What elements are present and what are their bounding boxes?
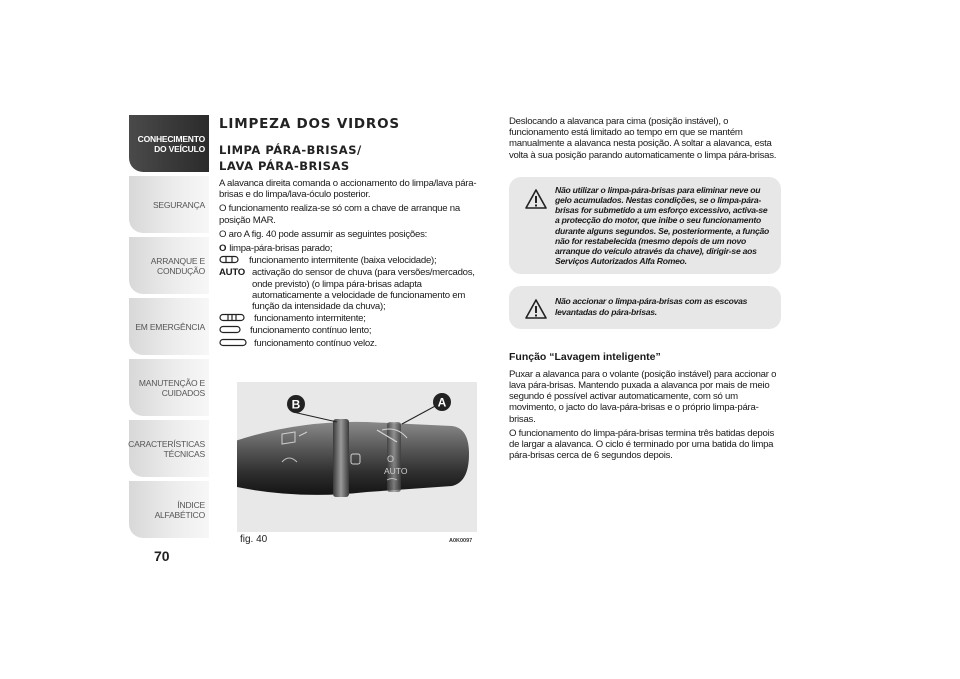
warning-text: Não accionar o limpa-pára-brisas com as escovas levantadas do pára-brisas. [555,296,748,317]
label-a: A [437,395,447,410]
left-column [219,116,487,350]
ring-o-mark: O [387,454,395,464]
warning-icon [525,189,547,209]
position-text: funcionamento contínuo lento; [250,325,372,337]
paragraph: A alavanca direita comanda o accionamento do limpa/lava pára-brisas e do limpa/lava-óculo posterior. [219,178,477,201]
subsection-heading: Função “Lavagem inteligente” [509,350,661,363]
subsection-title-line-2: LAVA PÁRA-BRISAS [219,159,350,173]
position-item [219,267,487,312]
tab-arranque-e-conducao[interactable]: ARRANQUE E CONDUÇÃO [129,237,209,294]
section-title: LIMPEZA DOS VIDROS [219,116,400,132]
position-item [219,243,487,254]
tab-em-emergencia[interactable]: EM EMERGÊNCIA [129,298,209,355]
label-b: B [291,397,301,412]
auto-mark: AUTO [384,466,408,476]
position-text: funcionamento contínuo veloz. [254,337,377,349]
tab-indice-alfabetico[interactable]: ÍNDICE ALFABÉTICO [129,481,209,538]
paragraph: Puxar a alavanca para o volante (posição instável) para accionar o lava pára-brisas. Mantendo puxada a alavanca por mais de meio segundo é possível activar automaticamente, com só um movimento, o jacto do lava-pára-brisas e o próprio limpa-pára-brisas. [509,368,777,425]
position-key: O [219,243,227,255]
continuous-fast-icon [219,338,249,349]
position-item [219,313,487,324]
tab-conhecimento-do-veiculo[interactable]: CONHECIMENTO DO VEÍCULO [129,115,209,172]
warning-box [509,286,781,328]
position-text: activação do sensor de chuva (para versões/mercados, onde previsto) (o limpa pára-brisas adapta automaticamente a velocidade de funcionamento em função da intensidade da chuva); [252,267,475,313]
paragraph: O funcionamento realiza-se só com a chave de arranque na posição MAR. [219,203,460,226]
tab-caracteristicas-tecnicas[interactable]: CARACTERÍSTICAS TÉCNICAS [129,420,209,477]
paragraph: Deslocando a alavanca para cima (posição instável), o funcionamento está limitado ao tempo em que se mantém manualmente a alavanca nesta posição. A soltar a alavanca, esta volta à sua posição parando automaticamente o limpa pára-brisas. [509,116,777,161]
page-number: 70 [154,548,170,564]
intermittent-low-icon [219,255,241,266]
paragraph: O funcionamento do limpa-pára-brisas termina três batidas depois de largar a alavanca. O ciclo é terminado por uma batida do limpa pára-brisas cerca de 6 segundos depois. [509,427,775,462]
position-key: AUTO [219,267,246,279]
wiper-stalk-illustration [237,382,477,532]
position-item [219,325,487,336]
wiper-stalk-figure [237,382,477,532]
position-text: funcionamento intermitente; [254,313,366,325]
warning-icon [525,299,547,319]
figure-code: A0K0097 [449,538,473,544]
position-text: funcionamento intermitente (baixa velocidade); [249,255,437,267]
warning-box [509,177,781,275]
right-column [509,116,781,464]
tab-manutencao-e-cuidados[interactable]: MANUTENÇÃO E CUIDADOS [129,359,209,416]
tab-seguranca[interactable]: SEGURANÇA [129,176,209,233]
figure-caption: fig. 40 [240,534,268,545]
intermittent-icon [219,313,247,324]
position-text: limpa-pára-brisas parado; [229,243,333,255]
position-item [219,255,487,266]
continuous-slow-icon [219,325,243,336]
position-item [219,338,487,349]
paragraph: O aro A fig. 40 pode assumir as seguintes posições: [219,228,428,240]
subsection-title-line-1: LIMPA PÁRA-BRISAS/ [219,143,362,157]
chapter-sidebar [129,115,209,542]
warning-text: Não utilizar o limpa-pára-brisas para eliminar neve ou gelo acumulados. Nestas condições, se o limpa-pára-brisas for submetido a um esforço excessivo, activa-se a protecção do motor, que inibe o seu funcionamento durante alguns segundos. Se, posteriormente, a função não for restabelecida (mesmo depois de um novo arranque do veículo através da chave), dirigir-se aos Serviços Autorizados Alfa Romeo. [555,184,770,267]
